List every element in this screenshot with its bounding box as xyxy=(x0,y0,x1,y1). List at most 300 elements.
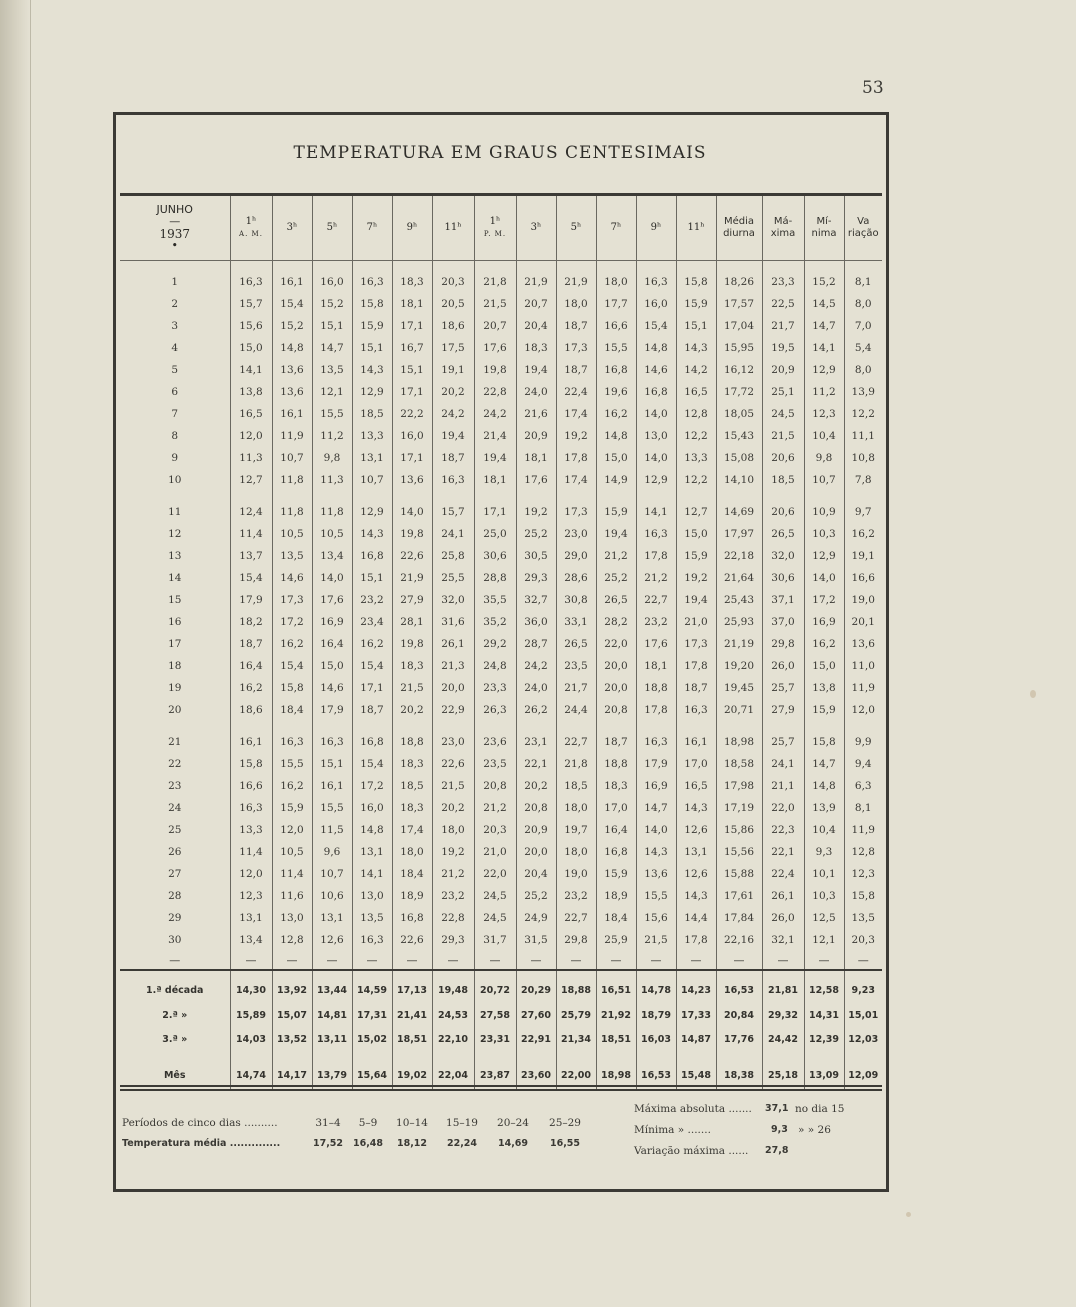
value-cell: 27,9 xyxy=(762,699,804,721)
table-cell xyxy=(636,491,676,501)
value-cell: 12,3 xyxy=(804,403,844,425)
value-cell: 12,9 xyxy=(352,501,392,523)
value-cell: 15,4 xyxy=(272,293,312,315)
value-cell: 19,7 xyxy=(556,819,596,841)
value-cell: 18,7 xyxy=(230,633,272,655)
value-cell: 12,7 xyxy=(230,469,272,491)
table-row xyxy=(120,271,882,293)
summary-gap-row xyxy=(120,1051,882,1061)
value-cell: 12,0 xyxy=(230,425,272,447)
day-cell: 13 xyxy=(168,550,182,562)
value-cell: 20,3 xyxy=(844,929,882,951)
table-cell xyxy=(312,491,352,501)
value-cell: 26,5 xyxy=(596,589,636,611)
value-cell: 24,5 xyxy=(474,885,516,907)
value-cell: 20,5 xyxy=(432,293,474,315)
day-cell: 17 xyxy=(168,638,182,650)
summary-value: 21,92 xyxy=(596,1003,636,1027)
value-cell: 18,5 xyxy=(762,469,804,491)
table-row xyxy=(120,731,882,753)
dash-cell: — xyxy=(844,951,882,970)
value-cell: 10,7 xyxy=(804,469,844,491)
day-cell: 25 xyxy=(168,824,182,836)
value-cell: 10,7 xyxy=(312,863,352,885)
value-cell: 19,4 xyxy=(516,359,556,381)
hour-header xyxy=(352,196,392,261)
table-cell xyxy=(762,261,804,272)
day-cell: 28 xyxy=(168,890,182,902)
value-cell: 15,4 xyxy=(230,567,272,589)
summary-row xyxy=(120,1003,882,1027)
value-cell: 11,4 xyxy=(230,523,272,545)
table-cell xyxy=(596,491,636,501)
value-cell: 9,3 xyxy=(804,841,844,863)
value-cell: 13,6 xyxy=(636,863,676,885)
value-cell: 15,0 xyxy=(804,655,844,677)
value-cell: 23,2 xyxy=(636,611,676,633)
value-cell: 24,0 xyxy=(516,677,556,699)
value-cell: 23,5 xyxy=(556,655,596,677)
table-cell xyxy=(636,1051,676,1061)
value-cell: 13,6 xyxy=(272,359,312,381)
summary-value: 18,79 xyxy=(636,1003,676,1027)
value-cell: 10,4 xyxy=(804,425,844,447)
day-cell: 11 xyxy=(168,506,182,518)
table-cell xyxy=(432,491,474,501)
value-cell: 9,4 xyxy=(844,753,882,775)
summary-row xyxy=(120,1027,882,1051)
table-row xyxy=(120,611,882,633)
table-row xyxy=(120,447,882,469)
value-cell: 12,2 xyxy=(676,469,716,491)
value-cell: 18,3 xyxy=(516,337,556,359)
value-cell: 15,0 xyxy=(230,337,272,359)
mean-temp-label: Temperatura média .............. xyxy=(122,1138,281,1149)
value-cell: 15,5 xyxy=(312,797,352,819)
value-cell: 35,5 xyxy=(474,589,516,611)
value-cell: 15,9 xyxy=(676,545,716,567)
value-cell: 16,3 xyxy=(230,797,272,819)
day-cell: 1 xyxy=(171,276,179,288)
value-cell: 15,5 xyxy=(312,403,352,425)
value-cell: 14,3 xyxy=(676,337,716,359)
summary-value: 27,58 xyxy=(474,1003,516,1027)
table-row xyxy=(120,501,882,523)
value-cell: 13,0 xyxy=(636,425,676,447)
table-cell xyxy=(556,721,596,731)
value-cell: 20,1 xyxy=(844,611,882,633)
summary-value: 14,31 xyxy=(804,1003,844,1027)
value-cell: 22,2 xyxy=(392,403,432,425)
hour-label: 5ʰ xyxy=(570,222,582,233)
value-cell: 11,9 xyxy=(844,819,882,841)
value-cell: 16,8 xyxy=(352,545,392,567)
value-cell: 11,5 xyxy=(312,819,352,841)
value-cell: 17,1 xyxy=(392,381,432,403)
value-cell: 20,2 xyxy=(516,775,556,797)
value-cell: 20,9 xyxy=(516,819,556,841)
value-cell: 19,5 xyxy=(762,337,804,359)
value-cell: 12,6 xyxy=(676,819,716,841)
value-cell: 16,4 xyxy=(312,633,352,655)
summary-value: 14,30 xyxy=(230,970,272,1003)
table-cell xyxy=(272,1051,312,1061)
value-cell: 14,0 xyxy=(636,403,676,425)
dash-cell: — xyxy=(804,951,844,970)
value-cell: 15,2 xyxy=(804,271,844,293)
value-cell: 11,3 xyxy=(312,469,352,491)
value-cell: 23,4 xyxy=(352,611,392,633)
value-cell: 28,2 xyxy=(596,611,636,633)
summary-value: 17,76 xyxy=(716,1027,762,1051)
value-cell: 11,9 xyxy=(272,425,312,447)
value-cell: 14,69 xyxy=(716,501,762,523)
value-cell: 14,1 xyxy=(636,501,676,523)
paper-stain xyxy=(1030,690,1036,698)
value-cell: 21,1 xyxy=(762,775,804,797)
value-cell: 14,8 xyxy=(272,337,312,359)
value-cell: 14,4 xyxy=(676,907,716,929)
hour-header xyxy=(636,196,676,261)
value-cell: 18,7 xyxy=(556,359,596,381)
value-cell: 16,6 xyxy=(844,567,882,589)
month-header xyxy=(120,196,230,261)
value-cell: 15,9 xyxy=(596,501,636,523)
day-cell: 18 xyxy=(168,660,182,672)
value-cell: 14,3 xyxy=(352,359,392,381)
value-cell: 9,8 xyxy=(804,447,844,469)
value-cell: 32,0 xyxy=(762,545,804,567)
table-cell xyxy=(392,261,432,272)
value-cell: 15,4 xyxy=(272,655,312,677)
value-cell: 37,0 xyxy=(762,611,804,633)
day-cell: 6 xyxy=(171,386,179,398)
value-cell: 18,8 xyxy=(636,677,676,699)
summary-value: 12,58 xyxy=(804,970,844,1003)
table-cell xyxy=(474,491,516,501)
day-cell: 5 xyxy=(171,364,179,376)
var-max-label: Variação máxima ...... xyxy=(634,1145,749,1157)
value-cell: 15,1 xyxy=(352,337,392,359)
summary-value: 16,53 xyxy=(636,1061,676,1090)
summary-value: 24,53 xyxy=(432,1003,474,1027)
value-cell: 17,1 xyxy=(392,315,432,337)
table-cell xyxy=(272,721,312,731)
value-cell: 20,2 xyxy=(392,699,432,721)
value-cell: 18,3 xyxy=(392,753,432,775)
page-number: 53 xyxy=(862,78,884,98)
value-cell: 13,1 xyxy=(312,907,352,929)
summary-value: 20,29 xyxy=(516,970,556,1003)
summary-value: 14,17 xyxy=(272,1061,312,1090)
mean-temp-value: 18,12 xyxy=(396,1138,428,1149)
value-cell: 14,0 xyxy=(392,501,432,523)
value-cell: 29,8 xyxy=(762,633,804,655)
value-cell: 29,3 xyxy=(432,929,474,951)
summary-label: 3.ª » xyxy=(162,1033,188,1045)
table-row xyxy=(120,655,882,677)
value-cell: 18,1 xyxy=(474,469,516,491)
table-cell xyxy=(432,261,474,272)
value-cell: 20,2 xyxy=(432,797,474,819)
summary-value: 25,18 xyxy=(762,1061,804,1090)
value-cell: 18,7 xyxy=(556,315,596,337)
value-cell: 7,8 xyxy=(844,469,882,491)
value-cell: 26,2 xyxy=(516,699,556,721)
summary-value: 13,92 xyxy=(272,970,312,1003)
max-abs-label: Máxima absoluta ....... xyxy=(634,1103,752,1115)
value-cell: 31,6 xyxy=(432,611,474,633)
value-cell: 15,6 xyxy=(230,315,272,337)
value-cell: 19,4 xyxy=(676,589,716,611)
value-cell: 23,1 xyxy=(516,731,556,753)
value-cell: 8,0 xyxy=(844,359,882,381)
table-cell xyxy=(352,491,392,501)
value-cell: 15,2 xyxy=(272,315,312,337)
table-cell xyxy=(474,1051,516,1061)
table-cell xyxy=(516,491,556,501)
day-cell: 20 xyxy=(168,704,182,716)
value-cell: 21,5 xyxy=(392,677,432,699)
value-cell: 18,7 xyxy=(596,731,636,753)
value-cell: 20,6 xyxy=(762,501,804,523)
value-cell: 12,7 xyxy=(676,501,716,523)
table-cell xyxy=(556,491,596,501)
value-cell: 15,1 xyxy=(312,753,352,775)
value-cell: 17,8 xyxy=(556,447,596,469)
table-row xyxy=(120,819,882,841)
gap-row xyxy=(120,721,882,731)
value-cell: 18,4 xyxy=(596,907,636,929)
value-cell: 18,0 xyxy=(392,841,432,863)
table-row xyxy=(120,589,882,611)
value-cell: 14,7 xyxy=(636,797,676,819)
day-cell: 10 xyxy=(168,474,182,486)
summary-value: 23,60 xyxy=(516,1061,556,1090)
value-cell: 18,58 xyxy=(716,753,762,775)
value-cell: 11,2 xyxy=(312,425,352,447)
value-cell: 18,3 xyxy=(392,271,432,293)
summary-value: 13,11 xyxy=(312,1027,352,1051)
day-cell: 19 xyxy=(168,682,182,694)
value-cell: 17,7 xyxy=(596,293,636,315)
day-cell: 24 xyxy=(168,802,182,814)
value-cell: 16,2 xyxy=(804,633,844,655)
table-row xyxy=(120,753,882,775)
table-cell xyxy=(844,1051,882,1061)
value-cell: 17,2 xyxy=(804,589,844,611)
value-cell: 18,3 xyxy=(392,797,432,819)
hour-header xyxy=(474,196,516,261)
mean-temp-value: 16,55 xyxy=(549,1138,581,1149)
table-row xyxy=(120,699,882,721)
temperature-table xyxy=(120,196,882,1091)
day-cell: 23 xyxy=(168,780,182,792)
value-cell: 17,8 xyxy=(636,545,676,567)
value-cell: 22,0 xyxy=(596,633,636,655)
dash-cell: — xyxy=(120,951,230,970)
table-cell xyxy=(762,491,804,501)
value-cell: 16,2 xyxy=(230,677,272,699)
summary-label: 2.ª » xyxy=(162,1009,188,1021)
day-cell: 16 xyxy=(168,616,182,628)
value-cell: 19,8 xyxy=(474,359,516,381)
month-dash: — xyxy=(169,215,181,228)
summary-value: 25,79 xyxy=(556,1003,596,1027)
value-cell: 19,45 xyxy=(716,677,762,699)
value-cell: 15,43 xyxy=(716,425,762,447)
mean-temp-value: 22,24 xyxy=(446,1138,478,1149)
day-cell: 2 xyxy=(171,298,179,310)
value-cell: 13,4 xyxy=(312,545,352,567)
value-cell: 24,1 xyxy=(432,523,474,545)
period-value: 25–29 xyxy=(549,1117,581,1129)
value-cell: 14,7 xyxy=(312,337,352,359)
value-cell: 19,4 xyxy=(432,425,474,447)
value-cell: 14,0 xyxy=(636,447,676,469)
summary-value: 19,48 xyxy=(432,970,474,1003)
summary-value: 14,23 xyxy=(676,970,716,1003)
value-cell: 14,3 xyxy=(676,885,716,907)
value-cell: 10,9 xyxy=(804,501,844,523)
value-cell: 15,8 xyxy=(804,731,844,753)
value-cell: 14,0 xyxy=(312,567,352,589)
value-cell: 21,2 xyxy=(432,863,474,885)
month-label: JUNHO xyxy=(156,203,193,216)
mean-temp-value: 17,52 xyxy=(312,1138,344,1149)
value-cell: 17,8 xyxy=(636,699,676,721)
value-cell: 25,1 xyxy=(762,381,804,403)
spacer-row xyxy=(120,261,882,272)
value-cell: 23,2 xyxy=(556,885,596,907)
value-cell: 17,1 xyxy=(352,677,392,699)
summary-value: 18,51 xyxy=(392,1027,432,1051)
value-cell: 20,71 xyxy=(716,699,762,721)
hour-header xyxy=(676,196,716,261)
value-cell: 13,7 xyxy=(230,545,272,567)
value-cell: 16,2 xyxy=(352,633,392,655)
value-cell: 17,9 xyxy=(230,589,272,611)
value-cell: 20,3 xyxy=(432,271,474,293)
summary-value: 24,42 xyxy=(762,1027,804,1051)
value-cell: 16,1 xyxy=(312,775,352,797)
value-cell: 18,7 xyxy=(676,677,716,699)
value-cell: 16,7 xyxy=(392,337,432,359)
value-cell: 15,8 xyxy=(844,885,882,907)
value-cell: 26,0 xyxy=(762,655,804,677)
value-cell: 32,1 xyxy=(762,929,804,951)
table-cell xyxy=(596,721,636,731)
value-cell: 16,1 xyxy=(272,271,312,293)
table-cell xyxy=(596,261,636,272)
value-cell: 21,5 xyxy=(636,929,676,951)
value-cell: 20,4 xyxy=(516,863,556,885)
value-cell: 10,6 xyxy=(312,885,352,907)
summary-value: 18,38 xyxy=(716,1061,762,1090)
table-cell xyxy=(120,1051,230,1061)
min-abs-label: Mínima » ....... xyxy=(634,1124,711,1136)
table-row xyxy=(120,381,882,403)
value-cell: 15,8 xyxy=(230,753,272,775)
value-cell: 15,5 xyxy=(272,753,312,775)
value-cell: 9,6 xyxy=(312,841,352,863)
value-cell: 20,0 xyxy=(596,655,636,677)
value-cell: 14,10 xyxy=(716,469,762,491)
table-cell xyxy=(272,261,312,272)
value-cell: 28,7 xyxy=(516,633,556,655)
value-cell: 21,8 xyxy=(556,753,596,775)
value-cell: 14,8 xyxy=(636,337,676,359)
value-cell: 15,95 xyxy=(716,337,762,359)
value-cell: 15,6 xyxy=(636,907,676,929)
value-cell: 11,9 xyxy=(844,677,882,699)
value-cell: 25,8 xyxy=(432,545,474,567)
value-cell: 18,3 xyxy=(596,775,636,797)
value-cell: 30,6 xyxy=(474,545,516,567)
value-cell: 22,7 xyxy=(556,731,596,753)
value-cell: 16,2 xyxy=(596,403,636,425)
value-cell: 8,0 xyxy=(844,293,882,315)
value-cell: 13,3 xyxy=(676,447,716,469)
dash-cell: — xyxy=(556,951,596,970)
value-cell: 14,8 xyxy=(596,425,636,447)
value-cell: 13,3 xyxy=(352,425,392,447)
value-cell: 18,2 xyxy=(230,611,272,633)
summary-value: 19,02 xyxy=(392,1061,432,1090)
value-cell: 21,2 xyxy=(596,545,636,567)
stat-label-line2: riação xyxy=(847,228,879,239)
value-cell: 20,2 xyxy=(432,381,474,403)
value-cell: 11,6 xyxy=(272,885,312,907)
summary-value: 12,09 xyxy=(844,1061,882,1090)
value-cell: 17,0 xyxy=(596,797,636,819)
value-cell: 16,3 xyxy=(636,731,676,753)
value-cell: 17,8 xyxy=(676,929,716,951)
value-cell: 25,0 xyxy=(474,523,516,545)
hour-label: 1ʰ xyxy=(489,216,501,227)
value-cell: 22,1 xyxy=(762,841,804,863)
value-cell: 26,0 xyxy=(762,907,804,929)
value-cell: 11,0 xyxy=(844,655,882,677)
value-cell: 19,1 xyxy=(844,545,882,567)
value-cell: 18,7 xyxy=(432,447,474,469)
value-cell: 18,6 xyxy=(432,315,474,337)
value-cell: 11,8 xyxy=(272,501,312,523)
value-cell: 9,8 xyxy=(312,447,352,469)
value-cell: 24,9 xyxy=(516,907,556,929)
value-cell: 16,6 xyxy=(230,775,272,797)
value-cell: 31,5 xyxy=(516,929,556,951)
hour-label: 11ʰ xyxy=(687,222,705,233)
value-cell: 20,0 xyxy=(432,677,474,699)
table-cell xyxy=(230,721,272,731)
hour-header xyxy=(556,196,596,261)
value-cell: 14,8 xyxy=(352,819,392,841)
value-cell: 17,4 xyxy=(392,819,432,841)
table-cell xyxy=(804,491,844,501)
dash-cell: — xyxy=(596,951,636,970)
value-cell: 19,0 xyxy=(556,863,596,885)
value-cell: 15,9 xyxy=(676,293,716,315)
value-cell: 18,6 xyxy=(230,699,272,721)
value-cell: 23,0 xyxy=(556,523,596,545)
value-cell: 12,9 xyxy=(352,381,392,403)
value-cell: 23,2 xyxy=(432,885,474,907)
value-cell: 12,8 xyxy=(272,929,312,951)
value-cell: 10,5 xyxy=(272,841,312,863)
table-row xyxy=(120,841,882,863)
value-cell: 17,6 xyxy=(516,469,556,491)
